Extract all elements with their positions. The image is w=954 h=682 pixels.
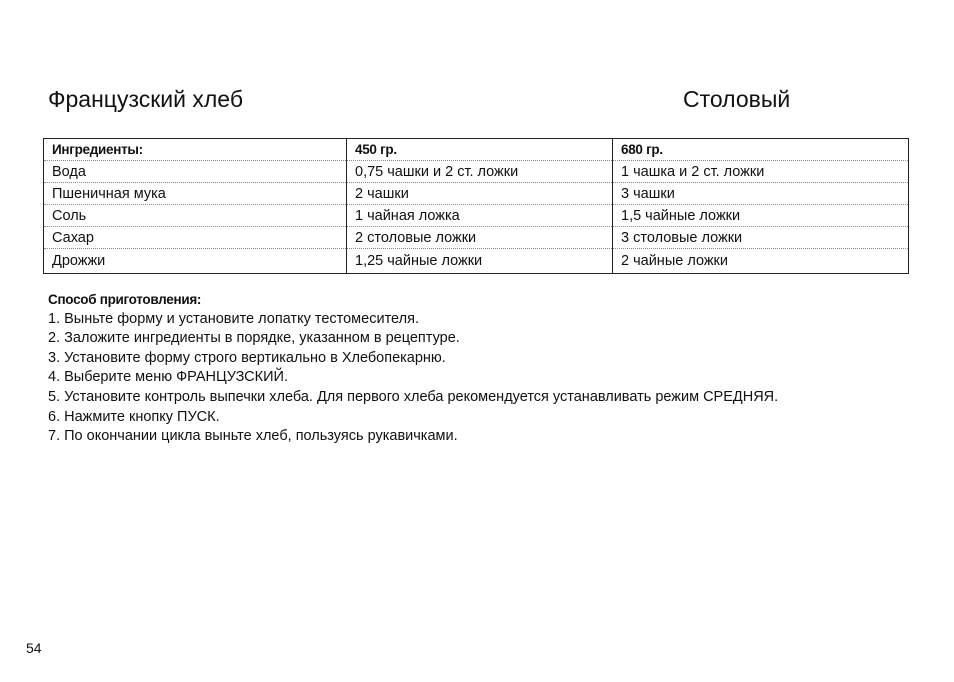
table-row: [44, 183, 909, 205]
method-step: 3. Установите форму строго вертикально в Хлебопекарню.: [48, 349, 446, 366]
method-step: 2. Заложите ингредиенты в порядке, указанном в рецептуре.: [48, 330, 460, 347]
recipe-subtitle: Столовый: [683, 86, 791, 112]
table-row: [44, 205, 909, 227]
amount-680-cell: 3 столовые ложки: [613, 227, 909, 249]
amount-680-cell: 2 чайные ложки: [613, 249, 909, 274]
header-ingredients: Ингредиенты:: [44, 139, 347, 161]
header-680: 680 гр.: [613, 139, 909, 161]
ingredient-cell: Сахар: [44, 227, 347, 249]
table-header-row: [44, 139, 909, 161]
method-step: 6. Нажмите кнопку ПУСК.: [48, 408, 220, 425]
ingredient-cell: Пшеничная мука: [44, 183, 347, 205]
method-step: 4. Выберите меню ФРАНЦУЗСКИЙ.: [48, 369, 288, 386]
amount-450-cell: 1 чайная ложка: [347, 205, 613, 227]
amount-450-cell: 2 столовые ложки: [347, 227, 613, 249]
method-step: 1. Выньте форму и установите лопатку тестомесителя.: [48, 310, 419, 327]
method-heading: Способ приготовления:: [48, 292, 202, 307]
ingredient-cell: Вода: [44, 161, 347, 183]
page-number: 54: [26, 640, 42, 656]
ingredient-cell: Соль: [44, 205, 347, 227]
table-row: [44, 161, 909, 183]
amount-450-cell: 2 чашки: [347, 183, 613, 205]
recipe-title: Французский хлеб: [48, 86, 244, 112]
ingredient-cell: Дрожжи: [52, 253, 106, 269]
amount-450-cell: 0,75 чашки и 2 ст. ложки: [347, 161, 613, 183]
ingredients-table: [43, 138, 909, 274]
amount-680-cell: 1 чашка и 2 ст. ложки: [613, 161, 909, 183]
header-450: 450 гр.: [347, 139, 613, 161]
amount-680-cell: 1,5 чайные ложки: [613, 205, 909, 227]
amount-450-cell: 1,25 чайные ложки: [347, 249, 613, 274]
method-step: 5. Установите контроль выпечки хлеба. Для первого хлеба рекомендуется устанавливать режим СРЕДНЯЯ.: [48, 388, 779, 405]
amount-680-cell: 3 чашки: [613, 183, 909, 205]
method-section: [48, 290, 778, 447]
method-step: 7. По окончании цикла выньте хлеб, пользуясь рукавичками.: [48, 428, 458, 445]
table-row: [44, 227, 909, 249]
table-row: [44, 249, 909, 274]
